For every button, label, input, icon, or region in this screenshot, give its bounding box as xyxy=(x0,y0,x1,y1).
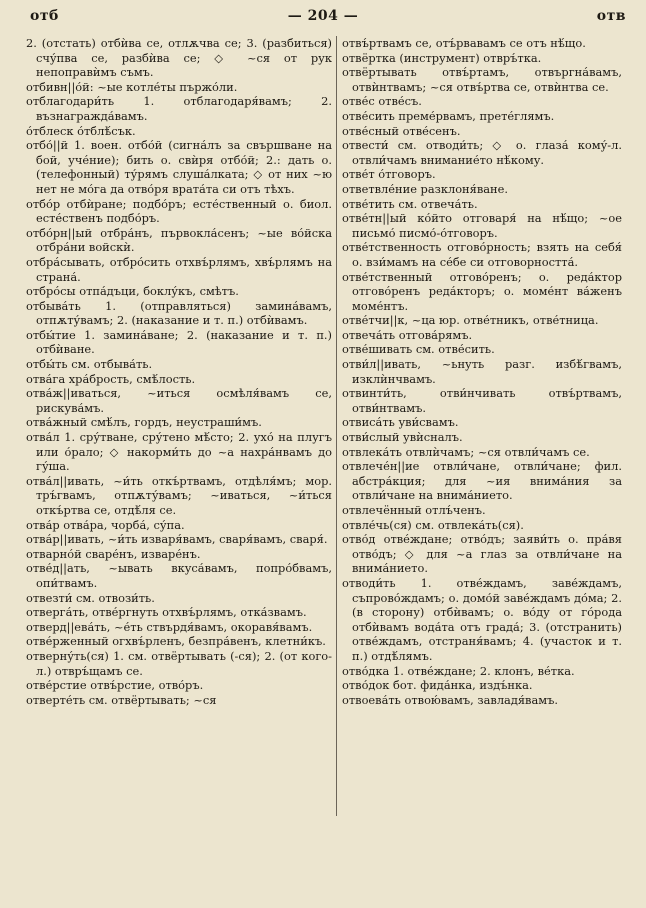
dictionary-entry: отварно́й сваре́нъ, изваре́нъ. xyxy=(26,546,201,561)
column-divider xyxy=(336,36,337,816)
dictionary-entry: отва́л 1. сру́тване, сру́тено мѣ́сто; 2. ухо́ на плугъ или о́рало; ◇ накорми́ть до ~а нахра́нвамъ до гу́ша. xyxy=(26,430,332,474)
right-running-head: отв xyxy=(596,8,626,24)
dictionary-entry: отбо́||й 1. воен. отбо́й (сигна́лъ за свършване на бой, уче́ние); бить о. свѝря отбо́й; 2.: дать о. (телефонный) ту́рямъ слуша́лката; ◇ от них ~ю нет не мо́га да отво́ря врата́та си отъ тѣхъ. xyxy=(26,138,332,196)
dictionary-entry: отводи́ть 1. отве́ждамъ, заве́ждамъ, съпрово́ждамъ; о. домо́й заве́ждамъ до́ма; 2. (в сторону) отбѝвамъ; о. во́ду от го́рода отбѝвамъ вода́та отъ града́; 3. (отстранить) отве́ждамъ, отстраня́вамъ; 4. (участок и т. п.) отдѣ́лямъ. xyxy=(342,575,622,663)
dictionary-entry: отбы́тие 1. замина́ване; 2. (наказание и т. п.) отбѝване. xyxy=(26,327,332,357)
page-header xyxy=(0,8,646,30)
dictionary-entry: отве́сный отве́сенъ. xyxy=(342,123,461,138)
dictionary-entry: отверте́ть см. отвёртывать; ~ся xyxy=(26,692,217,707)
right-column xyxy=(342,36,622,707)
dictionary-entry: отблагодари́ть 1. отблагодаря́вамъ; 2. възнагражда́вамъ. xyxy=(26,94,332,123)
dictionary-entry: отвиса́ть уви́свамъ. xyxy=(342,415,459,430)
dictionary-entry: отвле́чь(ся) см. отвлека́ть(ся). xyxy=(342,517,524,532)
dictionary-entry: отвеча́ть отгова́рямъ. xyxy=(342,327,473,342)
dictionary-entry: отвлека́ть отвлѝчамъ; ~ся отвли́чамъ се. xyxy=(342,444,590,459)
dictionary-entry: отвести́ см. отводи́ть; ◇ о. глаза́ кому́-л. отвли́чамъ внимание́то нѣ́кому. xyxy=(342,138,622,167)
dictionary-entry: отвёртывать отвъ́ртамъ, отвъргна́вамъ, отвѝнтвамъ; ~ся отвъ́ртва се, отвѝнтва се. xyxy=(342,65,622,94)
dictionary-entry: отве́с отве́съ. xyxy=(342,94,422,109)
dictionary-entry: отве́тственность отгово́рность; взять на себя́ о. взи́мамъ на се́бе си отговорността́. xyxy=(342,240,622,269)
dictionary-entry: отбыва́ть 1. (отправляться) замина́вамъ, отпѫту́вамъ; 2. (наказание и т. п.) отбѝвамъ. xyxy=(26,298,332,328)
dictionary-entry: отва́л||ивать, ~и́ть откъ́ртвамъ, отдѣля́мъ; мор. тръ́гвамъ, отпѫту́вамъ; ~иваться, ~и́ться откъ́ртва се, отдѣ́ля се. xyxy=(26,473,332,517)
dictionary-entry: отвинти́ть, отви́нчивать отвъ́ртвамъ, отви́нтвамъ. xyxy=(342,386,622,415)
dictionary-entry: отво́дка 1. отве́ждане; 2. клонъ, ве́тка. xyxy=(342,663,575,678)
dictionary-entry: отвоева́ть отвою́вамъ, завладя́вамъ. xyxy=(342,692,558,707)
dictionary-entry: отво́док бот. фида́нка, издъ́нка. xyxy=(342,678,533,693)
dictionary-entry: отвлечённый отлъ́ченъ. xyxy=(342,503,486,517)
left-column xyxy=(26,36,332,707)
dictionary-entry: отве́тчи||к, ~ца юр. отве́тникъ, отве́тница. xyxy=(342,313,599,328)
dictionary-entry: отвлече́н||ие отвли́чане, отвли́чане; фил. абстра́кция; для ~ия внима́ния за отвли́чане на внима́нието. xyxy=(342,459,622,503)
page-number: — 204 — xyxy=(287,8,359,24)
dictionary-entry: отве́т о́тговоръ. xyxy=(342,167,436,182)
dictionary-entry: отве́д||ать, ~ывать вкуса́вамъ, попро́бвамъ, опи́твамъ. xyxy=(26,561,332,590)
dictionary-entry: отбра́сывать, отбро́сить отхвъ́рлямъ, хвъ́рлямъ на страна́. xyxy=(26,254,332,284)
dictionary-entry: отви́л||ивать, ~ьнуть разг. избѣ́гвамъ, изклѝнчвамъ. xyxy=(342,357,622,386)
left-running-head: отб xyxy=(30,8,59,24)
dictionary-entry: отбивн||о́й: ~ые котле́ты пържо́ли. xyxy=(26,79,238,94)
dictionary-entry: отве́тн||ый ко́йто отговаря́ на нѣ́що; ~ое письмо́ писмо́-о́тговоръ. xyxy=(342,211,622,240)
dictionary-entry: ответвле́ние разклоня́ване. xyxy=(342,181,508,196)
dictionary-entry: отбо́рн||ый отбра́нъ, първокла́сенъ; ~ые во́йска отбра́ни войскѝ. xyxy=(26,225,332,255)
dictionary-entry: отбы́ть см. отбыва́ть. xyxy=(26,357,153,372)
dictionary-entry: отверд||ева́ть, ~е́ть ствърдя́вамъ, окоравя́вамъ. xyxy=(26,619,313,634)
dictionary-entry: отверга́ть, отве́ргнуть отхвъ́рлямъ, отка́звамъ. xyxy=(26,605,307,620)
dictionary-entry: отве́сить преме́рвамъ, прете́глямъ. xyxy=(342,108,555,123)
dictionary-entry: 2. (отстать) отбѝва се, отлѫчва се; 3. (разбиться) счу́пва се, разбѝва се; ◇ ~ся от рук непоправѝмъ съмъ. xyxy=(26,36,332,80)
dictionary-entry: отво́д отве́ждане; отво́дъ; заяви́ть о. пра́вя отво́дъ; ◇ для ~а глаз за отвли́чане на внима́нието. xyxy=(342,532,622,576)
dictionary-entry: отва́ж||иваться, ~иться осмѣля́вамъ се, рискува́мъ. xyxy=(26,386,332,415)
dictionary-entry: отва́жный смѣ́лъ, гордъ, неустраши́мъ. xyxy=(26,415,262,430)
dictionary-entry: отве́рженный огхвъ́рленъ, безпра́венъ, клетни́къ. xyxy=(26,634,326,649)
dictionary-entry: отве́тственный отгово́ренъ; о. реда́ктор отгово́ренъ реда́кторъ; о. моме́нт ва́женъ моме́нтъ. xyxy=(342,269,622,313)
dictionary-entry: отве́шивать см. отве́сить. xyxy=(342,342,495,357)
dictionary-entry: отве́тить см. отвеча́ть. xyxy=(342,196,478,211)
dictionary-entry: отва́р||ивать, ~и́ть изваря́вамъ, сваря́вамъ, сваря́. xyxy=(26,532,328,547)
dictionary-entry: отве́рстие отвъ́рстие, отво́ръ. xyxy=(26,678,204,693)
dictionary-entry: отвъ́ртвамъ се, отъ́рвавамъ се отъ нѣ́що. xyxy=(342,36,586,50)
dictionary-entry: отверну́ть(ся) 1. см. отвёртывать (-ся); 2. (от кого-л.) отвръ́щамъ се. xyxy=(26,648,332,678)
dictionary-entry: отва́р отва́ра, чорба́, су́па. xyxy=(26,517,185,532)
dictionary-entry: отбо́р отбѝране; подбо́ръ; есте́ственный о. биол. есте́ственъ подбо́ръ. xyxy=(26,196,332,226)
dictionary-entry: о́тблеск о́тблѣ́сък. xyxy=(26,123,136,138)
dictionary-entry: отви́слый увѝсналъ. xyxy=(342,430,463,445)
dictionary-entry: отва́га хра́брость, смѣ́лость. xyxy=(26,371,196,386)
dictionary-entry: отвезти́ см. отвози́ть. xyxy=(26,590,155,605)
dictionary-entry: отбро́сы отпа́дъци, боклу́къ, смѣтъ. xyxy=(26,284,239,299)
dictionary-entry: отвёртка (инструмент) отвръ́тка. xyxy=(342,50,542,65)
